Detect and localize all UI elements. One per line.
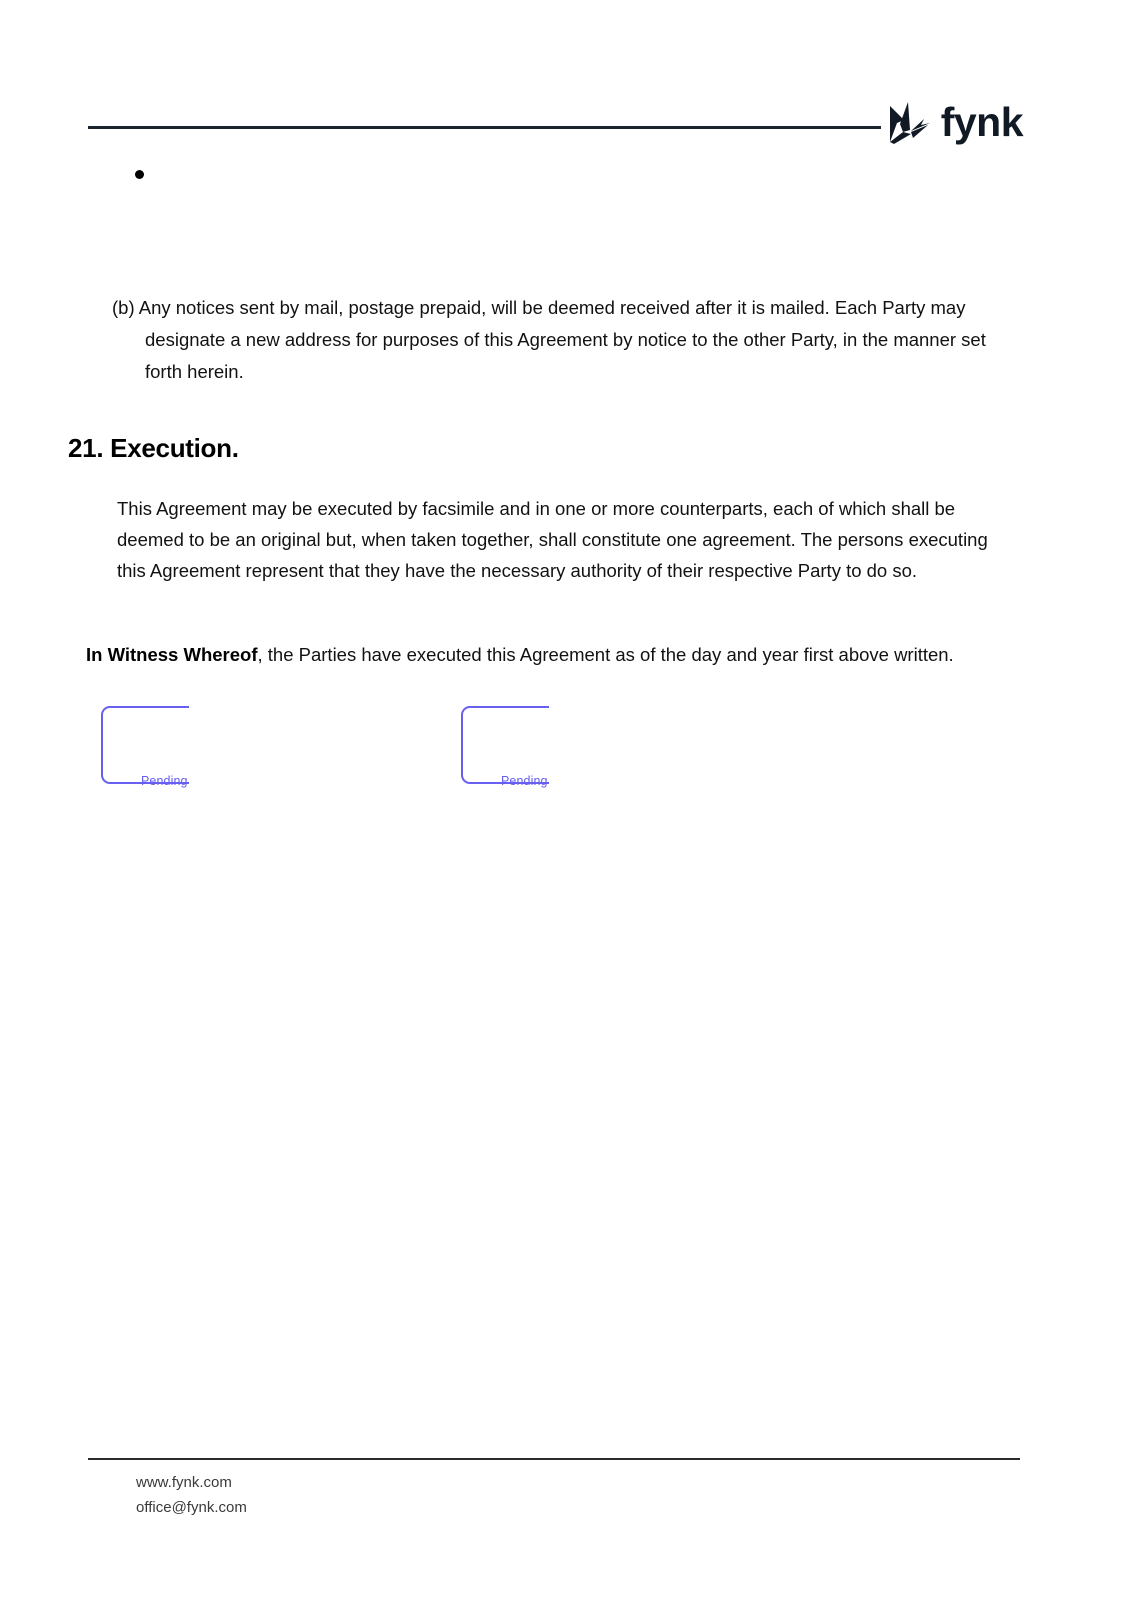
- header-divider: [88, 126, 881, 129]
- origami-bird-icon: [880, 98, 932, 146]
- signature-bracket-icon: [101, 706, 189, 784]
- page-footer: [136, 1470, 247, 1520]
- section-heading-21: 21. Execution.: [68, 432, 239, 463]
- bullet-dot-icon: [135, 170, 144, 179]
- section-body-paragraph: This Agreement may be executed by facsimile and in one or more counterparts, each of which shall be deemed to be an original but, when taken together, shall constitute one agreement. The persons executing this Agreement represent that they have the necessary authority of their respective Party to do so.: [117, 497, 988, 581]
- in-witness-whereof-lead: In Witness Whereof: [86, 643, 258, 665]
- signature-status-badge: Pending: [141, 774, 188, 788]
- footer-divider: [88, 1458, 1020, 1460]
- clause-b-paragraph: (b) Any notices sent by mail, postage prepaid, will be deemed received after it is mailed. Each Party may designate a new address for purposes of this Agreement by notice to the other Party, in the manner set forth herein.: [112, 296, 986, 382]
- logo-wordmark: fynk: [940, 98, 1023, 145]
- fynk-logo: [880, 98, 1023, 146]
- in-witness-whereof-paragraph: [86, 639, 1016, 671]
- signature-field-party-1[interactable]: [101, 706, 301, 796]
- page-header: [0, 0, 1131, 160]
- in-witness-whereof-rest: , the Parties have executed this Agreement as of the day and year first above written.: [257, 643, 954, 665]
- footer-website[interactable]: www.fynk.com: [136, 1474, 232, 1491]
- footer-email[interactable]: office@fynk.com: [136, 1499, 247, 1516]
- signature-field-party-2[interactable]: [461, 706, 661, 796]
- signature-status-badge: Pending: [501, 774, 548, 788]
- signature-bracket-icon: [461, 706, 549, 784]
- empty-bullet-item: [135, 160, 875, 190]
